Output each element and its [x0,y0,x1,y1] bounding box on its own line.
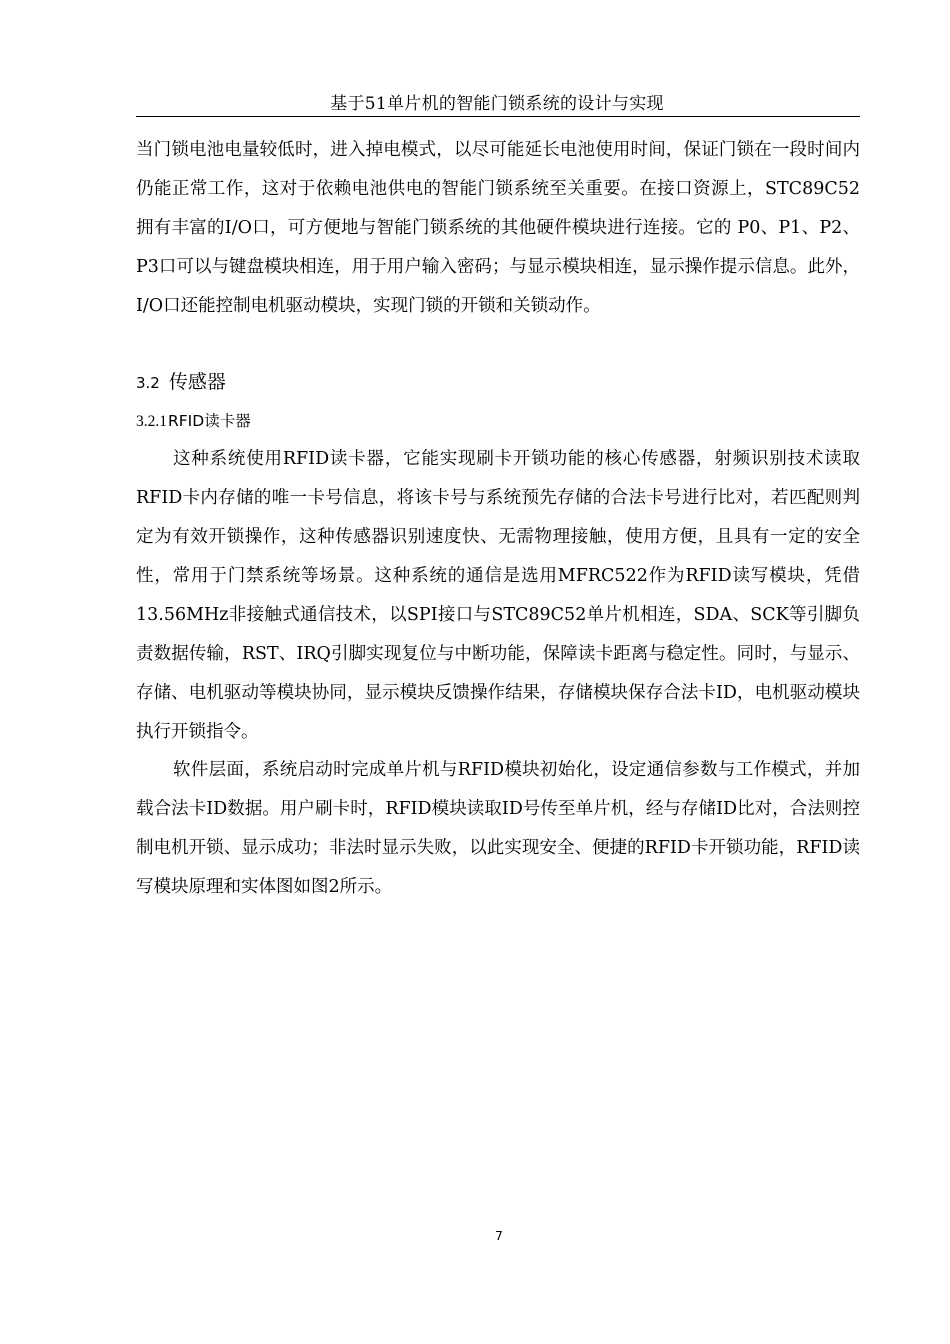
subsection-number: 3.2.1 [136,413,167,430]
running-header: 基于51单片机的智能门锁系统的设计与实现 [330,94,664,114]
body-paragraph-1: 当门锁电池电量较低时，进入掉电模式，以尽可能延长电池使用时间，保证门锁在一段时间内仍能正常工作，这对于依赖电池供电的智能门锁系统至关重要。在接口资源上，STC89C52拥有丰富的I/O口，可方便地与智能门锁系统的其他硬件模块进行连接。它的 P0、P1、P2、P3口可以与键盘模块相连，用于用户输入密码；与显示模块相连，显示操作提示信息。此外，I/O口还能控制电机驱动模块，实现门锁的开锁和关锁动作。 [136,140,860,316]
body-paragraph-2: 这种系统使用RFID读卡器，它能实现刷卡开锁功能的核心传感器，射频识别技术读取RFID卡内存储的唯一卡号信息，将该卡号与系统预先存储的合法卡号进行比对，若匹配则判定为有效开锁操作，这种传感器识别速度快、无需物理接触，使用方便，且具有一定的安全性，常用于门禁系统等场景。这种系统的通信是选用MFRC522作为RFID读写模块，凭借13.56MHz非接触式通信技术，以SPI接口与STC89C52单片机相连，SDA、SCK等引脚负责数据传输，RST、IRQ引脚实现复位与中断功能，保障读卡距离与稳定性。同时，与显示、存储、电机驱动等模块协同，显示模块反馈操作结果，存储模块保存合法卡ID，电机驱动模块执行开锁指令。 [136,449,860,742]
body-paragraph-3: 软件层面，系统启动时完成单片机与RFID模块初始化，设定通信参数与工作模式，并加载合法卡ID数据。用户刷卡时，RFID模块读取ID号传至单片机，经与存储ID比对，合法则控制电机开锁、显示成功；非法时显示失败，以此实现安全、便捷的RFID卡开锁功能，RFID读写模块原理和实体图如图2所示。 [136,760,860,897]
header-rule [136,116,860,117]
subsection-title: RFID读卡器 [168,412,251,430]
page-number: 7 [495,1229,503,1243]
section-number: 3.2 [136,374,160,392]
section-heading [136,368,226,397]
section-title: 传感器 [168,371,226,393]
subsection-heading [136,408,251,435]
